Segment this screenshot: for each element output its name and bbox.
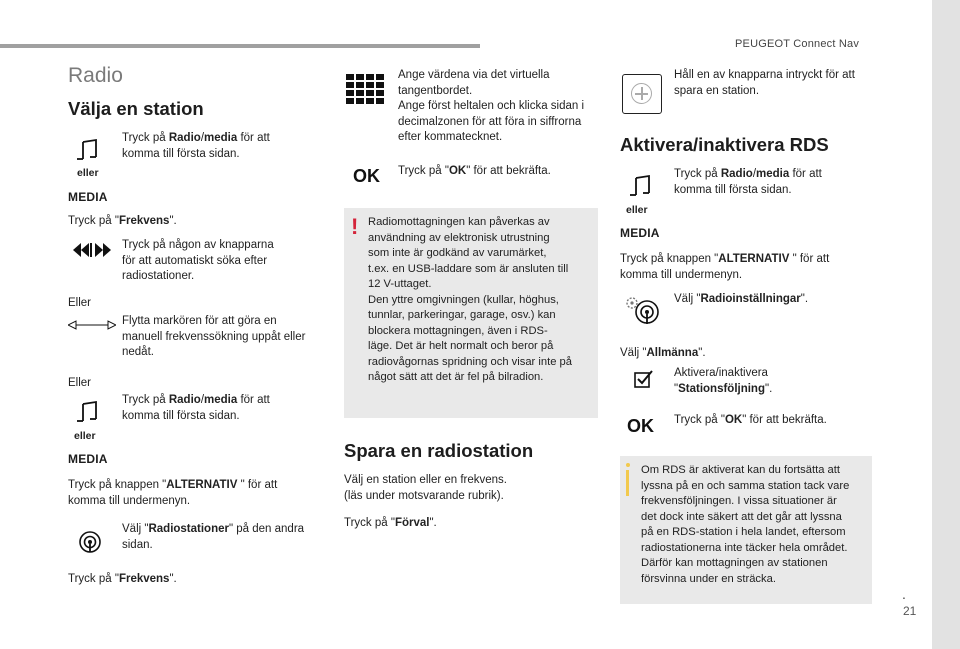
rich-text — [674, 168, 822, 180]
text-run: Tryck på " — [674, 414, 725, 426]
text-line: Radiomottagningen kan påverkas av — [368, 216, 550, 228]
text-line: det dock inte säkert att det går att lyssna — [641, 510, 842, 523]
instruction-hold-button — [674, 68, 855, 99]
rich-text — [674, 293, 808, 305]
heading-rds: Aktivera/inaktivera RDS — [620, 134, 829, 155]
frequency-slider-icon — [68, 320, 116, 330]
warning-icon: ! — [351, 214, 359, 239]
section-title: Radio — [68, 64, 123, 87]
rich-text — [620, 253, 829, 265]
instruction-auto-seek — [122, 238, 274, 285]
rich-text — [344, 517, 437, 529]
text-run: ". — [764, 383, 773, 395]
text-line: (läs under motsvarande rubrik). — [344, 489, 504, 502]
instruction-allmanna — [620, 346, 706, 362]
heading-save-station: Spara en radiostation — [344, 440, 534, 461]
text-run: för att — [237, 132, 270, 144]
ok-button-label: OK — [627, 416, 654, 436]
instruction-frekvens — [68, 214, 177, 230]
media-label: MEDIA — [68, 190, 108, 204]
text-run: Välj " — [620, 347, 647, 359]
instruction-radio-media-2-cont: komma till första sidan. — [122, 410, 240, 422]
text-run: Tryck på knappen " — [620, 253, 719, 265]
bold-term: Stationsföljning — [678, 383, 765, 395]
heading-select-station: Välja en station — [68, 98, 204, 119]
page-sidebar — [932, 0, 960, 649]
text-line: läge. Det är helt normalt och beror på — [368, 340, 554, 352]
text-run: " för att — [789, 253, 830, 265]
text-run: Tryck på knappen " — [68, 479, 167, 491]
rich-text — [68, 479, 277, 491]
icon-caption-eller: eller — [77, 167, 99, 179]
radio-settings-icon — [624, 294, 660, 326]
rich-text — [122, 394, 270, 406]
instruction-alternativ — [68, 478, 277, 494]
icon-caption-eller: eller — [74, 430, 96, 442]
text-run: ". — [169, 573, 177, 585]
info-text — [641, 463, 849, 587]
text-line: efter kommatecknet. — [398, 131, 503, 143]
text-run: Tryck på — [674, 168, 721, 180]
instruction-radio-media-2 — [122, 393, 270, 409]
bold-term: ALTERNATIV — [718, 253, 790, 265]
ok-button-label: OK — [353, 166, 380, 186]
text-line: för att automatiskt söka efter — [122, 254, 268, 267]
text-run: Tryck på — [122, 132, 169, 144]
rich-text — [674, 414, 827, 426]
text-run: Tryck på " — [398, 165, 449, 177]
instruction-radiostationer — [122, 522, 304, 538]
preset-button-icon — [622, 74, 662, 114]
instruction-radioinstallningar — [674, 292, 808, 308]
bold-term: OK — [724, 414, 743, 426]
text-run: Välj " — [674, 293, 701, 305]
instruction-stationsfoljning — [674, 382, 772, 398]
bold-term: OK — [448, 165, 467, 177]
text-run: " för att bekräfta. — [466, 165, 551, 177]
text-line: decimalzonen för att föra in siffrorna — [398, 115, 582, 128]
text-line: lyssna på en och samma station tack vare — [641, 479, 850, 492]
rich-text — [122, 523, 304, 535]
bold-term: media — [756, 168, 790, 180]
instruction-manual-seek — [122, 314, 305, 361]
text-line: Om RDS är aktiverat kan du fortsätta att — [641, 464, 840, 476]
text-run: " på den andra — [228, 523, 305, 535]
text-run: Välj " — [122, 523, 149, 535]
text-line: Tryck på någon av knapparna — [122, 239, 274, 251]
rich-text — [68, 215, 177, 227]
instruction-ok-2 — [674, 413, 827, 429]
text-run: Tryck på — [122, 394, 169, 406]
warning-text — [368, 215, 572, 386]
rich-text — [122, 132, 270, 144]
text-run: ". — [698, 347, 706, 359]
text-line: Ange först heltalen och klicka sidan i — [398, 100, 585, 112]
text-run: " för att — [237, 479, 278, 491]
text-line: på en RDS-station i hela landet, eftersom — [641, 526, 846, 538]
icon-caption-eller: eller — [626, 204, 648, 216]
music-note-icon — [76, 400, 102, 426]
rich-text — [68, 573, 177, 585]
text-run: för att — [789, 168, 822, 180]
text-line: Den yttre omgivningen (kullar, höghus, — [368, 293, 559, 306]
instruction-forval — [344, 516, 437, 532]
page-number: 21 — [903, 604, 917, 618]
info-icon-dot — [626, 463, 630, 467]
text-line: radiostationerna inte täcker hela området. — [641, 541, 848, 554]
bold-term: Radio — [720, 168, 753, 180]
instruction-alternativ-cont: komma till undermenyn. — [68, 495, 191, 507]
bold-term: Frekvens — [118, 215, 170, 227]
instruction-radio-media-3-cont: komma till första sidan. — [674, 184, 792, 196]
bold-term: Radio — [168, 394, 201, 406]
text-line: Välj en station eller en frekvens. — [344, 474, 508, 486]
checkbox-icon — [634, 369, 654, 389]
text-line: frekvensföljningen. I vissa situationer är — [641, 495, 837, 507]
header-rule — [0, 44, 480, 48]
instruction-radio-media — [122, 131, 270, 147]
text-run: / — [200, 394, 205, 406]
text-run: ". — [429, 517, 437, 529]
bold-term: media — [204, 394, 238, 406]
text-line: tunnlar, parkeringar, garage, osv.) kan — [368, 309, 556, 321]
text-run: för att — [237, 394, 270, 406]
text-run: / — [200, 132, 205, 144]
text-line: t.ex. en USB-laddare som är ansluten till — [368, 262, 569, 275]
text-line: Flytta markören för att göra en — [122, 315, 277, 327]
seek-buttons-icon — [69, 243, 115, 257]
text-line: försvinna under en sträcka. — [641, 572, 776, 585]
bold-term: Allmänna — [646, 347, 699, 359]
instruction-radio-media-cont: komma till första sidan. — [122, 148, 240, 160]
text-line: Håll en av knapparna intryckt för att — [674, 69, 855, 81]
instruction-frekvens-2 — [68, 572, 177, 588]
info-icon — [626, 470, 629, 496]
or-label: Eller — [68, 377, 92, 389]
music-note-icon — [629, 174, 655, 200]
text-run: Tryck på " — [68, 573, 119, 585]
bold-term: Frekvens — [118, 573, 170, 585]
or-label: Eller — [68, 297, 92, 309]
text-line: manuell frekvenssökning uppåt eller — [122, 330, 306, 343]
instruction-select-station — [344, 473, 507, 504]
text-run: Tryck på " — [68, 215, 119, 227]
text-run: " för att bekräfta. — [742, 414, 827, 426]
bold-term: ALTERNATIV — [166, 479, 238, 491]
radio-signal-icon — [78, 530, 102, 554]
text-line: blockera mottagningen, även i RDS- — [368, 324, 548, 337]
page-nav-mark: . — [902, 586, 906, 602]
text-line: 12 V-uttaget. — [368, 278, 432, 290]
text-run: / — [752, 168, 757, 180]
instruction-alternativ-2 — [620, 252, 829, 268]
keypad-icon — [346, 74, 384, 104]
music-note-icon — [76, 138, 102, 164]
rich-text — [620, 347, 706, 359]
instruction-keypad — [398, 68, 584, 146]
bold-term: Radioinställningar — [700, 293, 801, 305]
text-line: radiovågornas spridning och visar inte på — [368, 355, 572, 368]
bold-term: media — [204, 132, 238, 144]
text-line: något sätt att det är fel på bilradion. — [368, 371, 544, 383]
instruction-radiostationer-cont: sidan. — [122, 539, 153, 551]
instruction-toggle: Aktivera/inaktivera — [674, 367, 768, 379]
text-line: användning av elektronisk utrustning — [368, 231, 550, 244]
text-run: ". — [800, 293, 809, 305]
text-line: som inte är godkänd av varumärket, — [368, 247, 547, 259]
text-line: nedåt. — [122, 346, 154, 358]
instruction-alternativ-2-cont: komma till undermenyn. — [620, 269, 743, 281]
text-run: " — [674, 383, 679, 395]
bold-term: Radio — [168, 132, 201, 144]
text-line: spara en station. — [674, 84, 760, 97]
header-brand: PEUGEOT Connect Nav — [735, 38, 860, 50]
bold-term: Radiostationer — [148, 523, 229, 535]
text-line: Därför kan mottagningen av stationen — [641, 557, 828, 569]
text-run: Tryck på " — [344, 517, 395, 529]
bold-term: Förval — [394, 517, 430, 529]
text-line: radiostationer. — [122, 270, 195, 282]
text-line: tangentbordet. — [398, 84, 473, 97]
text-line: Ange värdena via det virtuella — [398, 69, 550, 81]
instruction-ok — [398, 164, 551, 180]
rich-text — [674, 383, 772, 395]
rich-text — [398, 165, 551, 177]
media-label: MEDIA — [68, 452, 108, 466]
text-run: ". — [169, 215, 177, 227]
media-label: MEDIA — [620, 226, 660, 240]
instruction-radio-media-3 — [674, 167, 822, 183]
